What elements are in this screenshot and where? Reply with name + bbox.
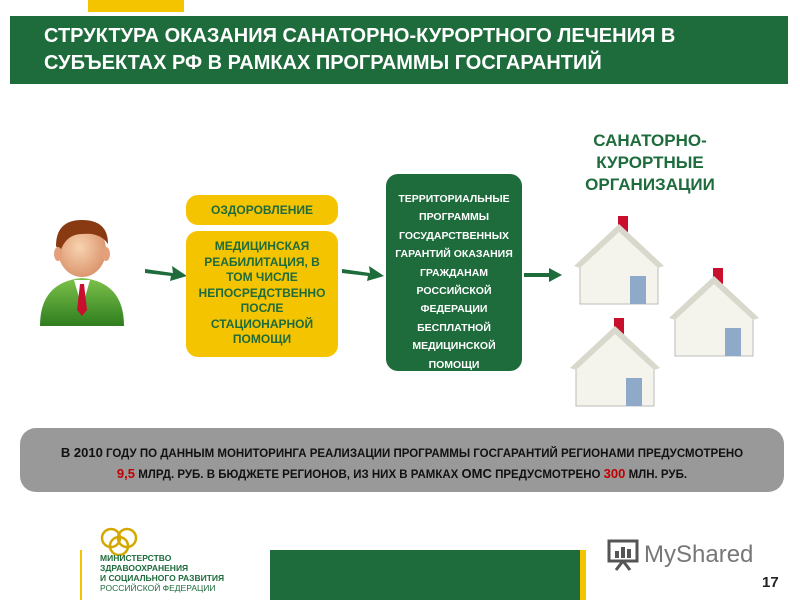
footer-yellow-stripe xyxy=(580,550,586,600)
health-improvement-label: ОЗДОРОВЛЕНИЕ xyxy=(186,195,338,225)
presentation-icon xyxy=(606,538,640,572)
brand-watermark: MyShared xyxy=(644,541,754,568)
person-icon xyxy=(34,210,130,328)
page-number: 17 xyxy=(762,574,779,591)
slide-title xyxy=(10,16,788,84)
footer-divider xyxy=(80,550,82,600)
medical-rehabilitation-box: МЕДИЦИНСКАЯ РЕАБИЛИТАЦИЯ, В ТОМ ЧИСЛЕ НЕПОСРЕДСТВЕННО ПОСЛЕ СТАЦИОНАРНОЙ ПОМОЩИ xyxy=(186,231,338,357)
footer-green-block xyxy=(270,550,580,600)
funding-info-bar xyxy=(20,428,784,492)
territorial-programs-box: ТЕРРИТОРИАЛЬНЫЕ ПРОГРАММЫ ГОСУДАРСТВЕННЫХ ГАРАНТИЙ ОКАЗАНИЯ ГРАЖДАНАМ РОССИЙСКОЙ ФЕДЕРАЦИИ БЕСПЛАТНОЙ МЕДИЦИНСКОЙ ПОМОЩИ xyxy=(386,174,522,371)
house-icon xyxy=(568,312,662,408)
top-accent-tab xyxy=(88,0,184,12)
sanatorium-organizations-title: САНАТОРНО- КУРОРТНЫЕ ОРГАНИЗАЦИИ xyxy=(585,131,715,194)
house-icon xyxy=(667,262,761,358)
ministry-name: МИНИСТЕРСТВО ЗДРАВООХРАНЕНИЯ И СОЦИАЛЬНОГО РАЗВИТИЯ РОССИЙСКОЙ ФЕДЕРАЦИИ xyxy=(100,553,225,593)
title-line-1: СТРУКТУРА ОКАЗАНИЯ САНАТОРНО-КУРОРТНОГО ЛЕЧЕНИЯ В xyxy=(44,25,676,47)
house-icon xyxy=(572,210,666,306)
title-line-2: СУБЪЕКТАХ РФ В РАМКАХ ПРОГРАММЫ ГОСГАРАНТИЙ xyxy=(44,52,602,74)
arrow-right-icon xyxy=(342,262,384,282)
ministry-logo-icon xyxy=(96,526,142,556)
info-line-2: 9,5 МЛРД. РУБ. В БЮДЖЕТЕ РЕГИОНОВ, ИЗ НИХ В РАМКАХ ОМС ПРЕДУСМОТРЕНО 300 МЛН. РУБ. xyxy=(116,466,688,481)
arrow-right-icon xyxy=(524,266,562,284)
arrow-right-icon xyxy=(145,262,187,282)
info-line-1: В 2010 ГОДУ ПО ДАННЫМ МОНИТОРИНГА РЕАЛИЗАЦИИ ПРОГРАММЫ ГОСГАРАНТИЙ РЕГИОНАМИ ПРЕДУСМОТРЕНО xyxy=(60,445,744,460)
